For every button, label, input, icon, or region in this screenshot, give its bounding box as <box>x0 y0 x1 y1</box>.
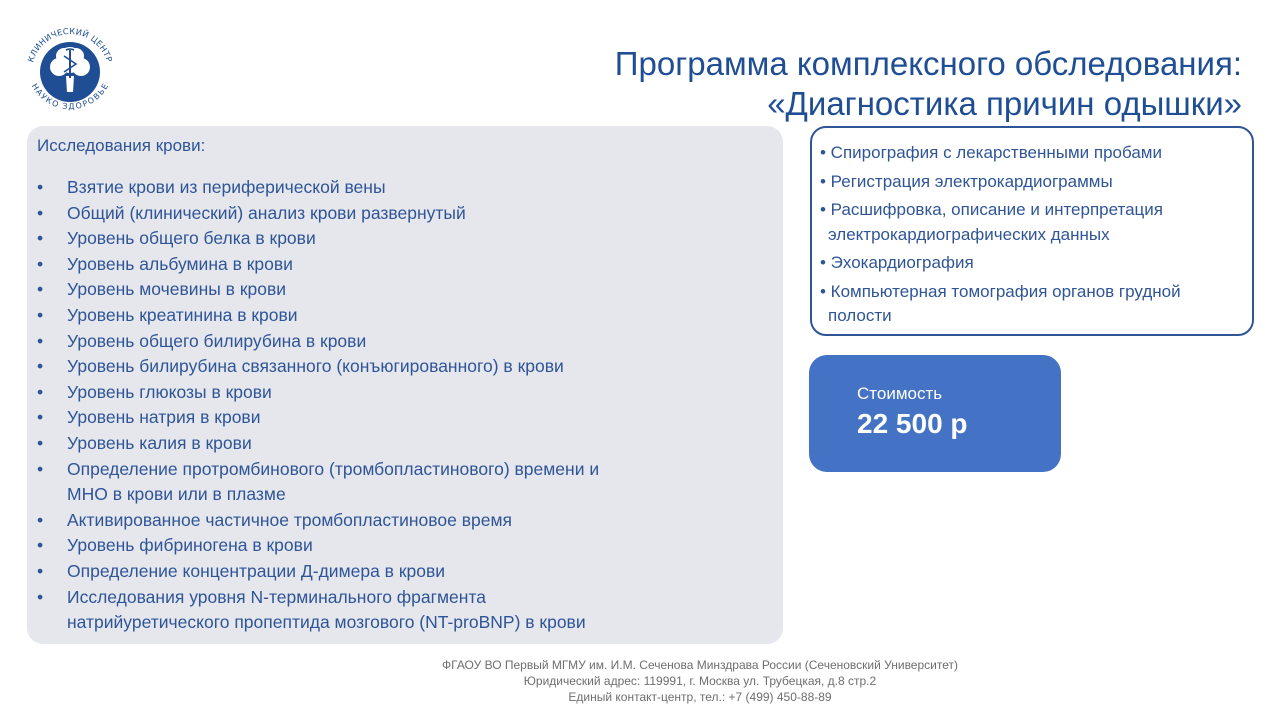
title-line-1: Программа комплексного обследования: <box>614 45 1242 82</box>
instrumental-test-item <box>820 251 1242 276</box>
price-box <box>809 355 1061 472</box>
blood-tests-panel <box>27 126 783 644</box>
bullet-icon: • <box>37 586 44 607</box>
blood-test-item-text: Уровень калия в крови <box>67 432 252 453</box>
bullet-icon: • <box>37 535 44 556</box>
instrumental-test-item-text: • Компьютерная томография органов грудной <box>820 281 1181 301</box>
bullet-icon: • <box>37 330 44 351</box>
bullet-icon: • <box>37 304 44 325</box>
blood-test-item-text: Уровень альбумина в крови <box>67 253 293 274</box>
blood-test-item-text: Исследования уровня N-терминального фрагмента <box>67 586 487 607</box>
bullet-icon: • <box>37 228 44 249</box>
bullet-icon: • <box>37 432 44 453</box>
clinic-logo <box>20 20 120 120</box>
instrumental-test-item <box>820 280 1242 329</box>
page-title <box>442 44 1242 124</box>
blood-test-item-text: Взятие крови из периферической вены <box>67 177 386 197</box>
bullet-icon: • <box>37 202 44 223</box>
footer-contact: Единый контакт-центр, тел.: +7 (499) 450-88-89 <box>568 690 832 704</box>
instrumental-test-item-text: • Расшифровка, описание и интерпретация <box>820 200 1163 219</box>
bullet-icon: • <box>37 177 44 197</box>
blood-test-item-text: Определение концентрации Д-димера в крови <box>67 560 446 581</box>
blood-test-item <box>37 175 771 201</box>
blood-test-item <box>37 329 771 355</box>
logo-bottom-text: НАУКО ЗДОРОВЬЕ <box>29 81 111 112</box>
blood-test-item-text: Уровень мочевины в крови <box>67 279 287 300</box>
blood-test-item <box>37 277 771 303</box>
instrumental-tests-panel <box>810 126 1254 336</box>
blood-test-item-text: Активированное частичное тромбопластиновое время <box>67 509 512 530</box>
blood-test-item-text: Уровень креатинина в крови <box>67 304 298 325</box>
blood-tests-list <box>37 175 771 636</box>
blood-test-item <box>37 303 771 329</box>
blood-test-item-text: Уровень общего белка в крови <box>67 228 316 249</box>
instrumental-test-item <box>820 198 1242 247</box>
instrumental-test-item-text: • Спирография с лекарственными пробами <box>820 143 1162 162</box>
blood-test-item-text: Уровень глюкозы в крови <box>67 381 272 402</box>
blood-test-item <box>37 252 771 278</box>
blood-tests-heading: Исследования крови: <box>37 136 206 155</box>
blood-test-item-text: Уровень натрия в крови <box>67 407 261 428</box>
blood-test-item-text: Уровень билирубина связанного (конъюгированного) в крови <box>67 356 564 377</box>
bullet-icon: • <box>37 458 44 479</box>
blood-test-item-text: МНО в крови или в плазме <box>67 484 286 505</box>
blood-test-item <box>37 354 771 380</box>
footer <box>300 657 1100 705</box>
footer-organization: ФГАОУ ВО Первый МГМУ им. И.М. Сеченова Минздрава России (Сеченовский Университет) <box>442 658 958 672</box>
footer-address: Юридический адрес: 119991, г. Москва ул. Трубецкая, д.8 стр.2 <box>523 674 877 688</box>
instrumental-test-item <box>820 141 1242 166</box>
blood-test-item <box>37 457 771 508</box>
blood-test-item <box>37 559 771 585</box>
instrumental-test-item-text: • Регистрация электрокардиограммы <box>820 171 1113 191</box>
blood-test-item <box>37 431 771 457</box>
bullet-icon: • <box>37 560 44 581</box>
bullet-icon: • <box>37 253 44 274</box>
title-line-2: «Диагностика причин одышки» <box>767 85 1242 122</box>
bullet-icon: • <box>37 381 44 402</box>
blood-test-item-text: натрийуретического пропептида мозгового (NT-proBNP) в крови <box>67 612 586 633</box>
bullet-icon: • <box>37 356 44 377</box>
instrumental-test-item-text: электрокардиографических данных <box>828 224 1110 244</box>
instrumental-test-item-text: • Эхокардиография <box>820 253 974 272</box>
blood-test-item-text: Уровень общего билирубина в крови <box>67 330 367 351</box>
bullet-icon: • <box>37 509 44 530</box>
blood-test-item-text: Общий (клинический) анализ крови развернутый <box>67 202 466 223</box>
price-value: 22 500 р <box>857 408 968 439</box>
instrumental-tests-list <box>820 141 1242 329</box>
bullet-icon: • <box>37 407 44 428</box>
tree-caduceus-logo-icon <box>20 20 120 120</box>
blood-test-item-text: Уровень фибриногена в крови <box>67 535 313 556</box>
blood-test-item <box>37 533 771 559</box>
blood-test-item <box>37 405 771 431</box>
blood-test-item <box>37 585 771 636</box>
price-label: Стоимость <box>857 384 943 403</box>
bullet-icon: • <box>37 279 44 300</box>
blood-test-item <box>37 380 771 406</box>
blood-test-item <box>37 508 771 534</box>
blood-test-item <box>37 201 771 227</box>
blood-test-item-text: Определение протромбинового (тромбопластинового) времени и <box>67 458 600 479</box>
instrumental-test-item <box>820 170 1242 195</box>
logo-top-text: КЛИНИЧЕСКИЙ ЦЕНТР <box>25 25 115 64</box>
instrumental-test-item-text: полости <box>828 306 892 325</box>
blood-test-item <box>37 226 771 252</box>
